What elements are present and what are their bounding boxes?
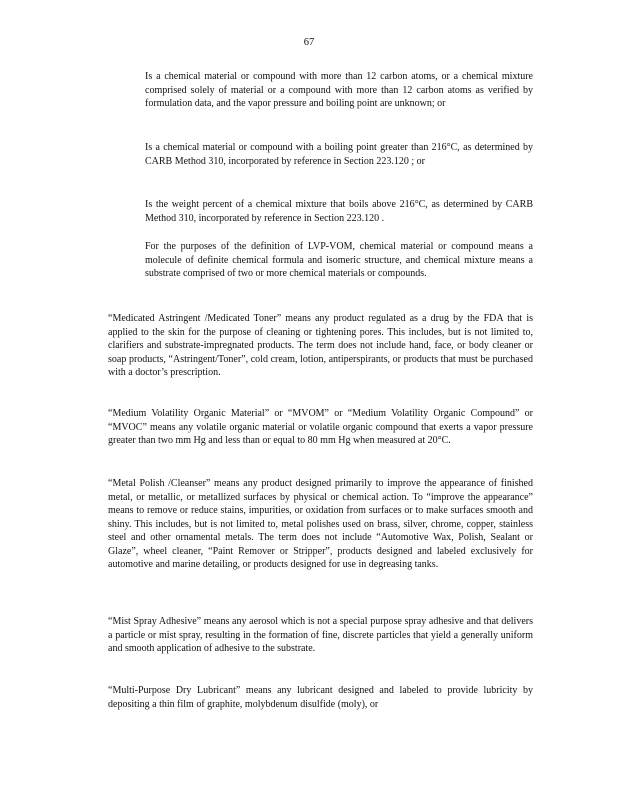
paragraph-lvp-vom-definition: For the purposes of the definition of LVP-VOM, chemical material or compound means a molecule of definite chemical formula and isomeric structure, and chemical mixture means a substrate comprised of two or more chemical materials or compounds. (145, 241, 533, 279)
paragraph-carbon-atoms: Is a chemical material or compound with more than 12 carbon atoms, or a chemical mixture comprised solely of material or a compound with more than 12 carbon atoms as verified by formulation data, and the vapor pressure and boiling point are unknown; or (145, 71, 533, 109)
definition-multi-purpose-dry-lubricant: “Multi-Purpose Dry Lubricant” means any lubricant designed and labeled to provide lubricity by depositing a thin film of graphite, molybdenum disulfide (moly), or (108, 685, 533, 710)
page-number: 67 (303, 37, 315, 48)
paragraph-boiling-point: Is a chemical material or compound with a boiling point greater than 216°C, as determined by CARB Method 310, incorporated by reference in Section 223.120 ; or (145, 142, 533, 167)
definition-mist-spray-adhesive: “Mist Spray Adhesive” means any aerosol which is not a special purpose spray adhesive and that delivers a particle or mist spray, resulting in the formation of fine, discrete particles that yield a generally uniform and smooth application of adhesive to the substrate. (108, 616, 533, 654)
definition-medium-volatility-organic-material: “Medium Volatility Organic Material” or “MVOM” or “Medium Volatility Organic Compound” or “MVOC” means any volatile organic material or volatile organic compound that exerts a vapor pressure greater than two mm Hg and less than or equal to 80 mm Hg when measured at 20°C. (108, 408, 533, 446)
paragraph-weight-percent: Is the weight percent of a chemical mixture that boils above 216°C, as determined by CARB Method 310, incorporated by reference in Section 223.120 . (145, 199, 533, 224)
definition-metal-polish-cleanser: “Metal Polish /Cleanser” means any product designed primarily to improve the appearance of finished metal, or metallic, or metallized surfaces by physical or chemical action. To “improve the appearance” means to remove or reduce stains, impurities, or oxidation from surfaces or to make surfaces smooth and shiny. This includes, but is not limited to, metal polishes used on brass, silver, chrome, copper, stainless steel and other ornamental metals. The term does not include “Automotive Wax, Polish, Sealant or Glaze”, wheel cleaner, “Paint Remover or Stripper”, products designed and labeled exclusively for automotive and marine detailing, or products designed for use in degreasing tanks. (108, 478, 533, 570)
definition-medicated-astringent: “Medicated Astringent /Medicated Toner” means any product regulated as a drug by the FDA that is applied to the skin for the purpose of cleaning or tightening pores. This includes, but is not limited to, clarifiers and substrate-impregnated products. The term does not include hand, face, or body cleaner or soap products, “Astringent/Toner”, cold cream, lotion, antiperspirants, or products that must be purchased with a doctor’s prescription. (108, 313, 533, 378)
